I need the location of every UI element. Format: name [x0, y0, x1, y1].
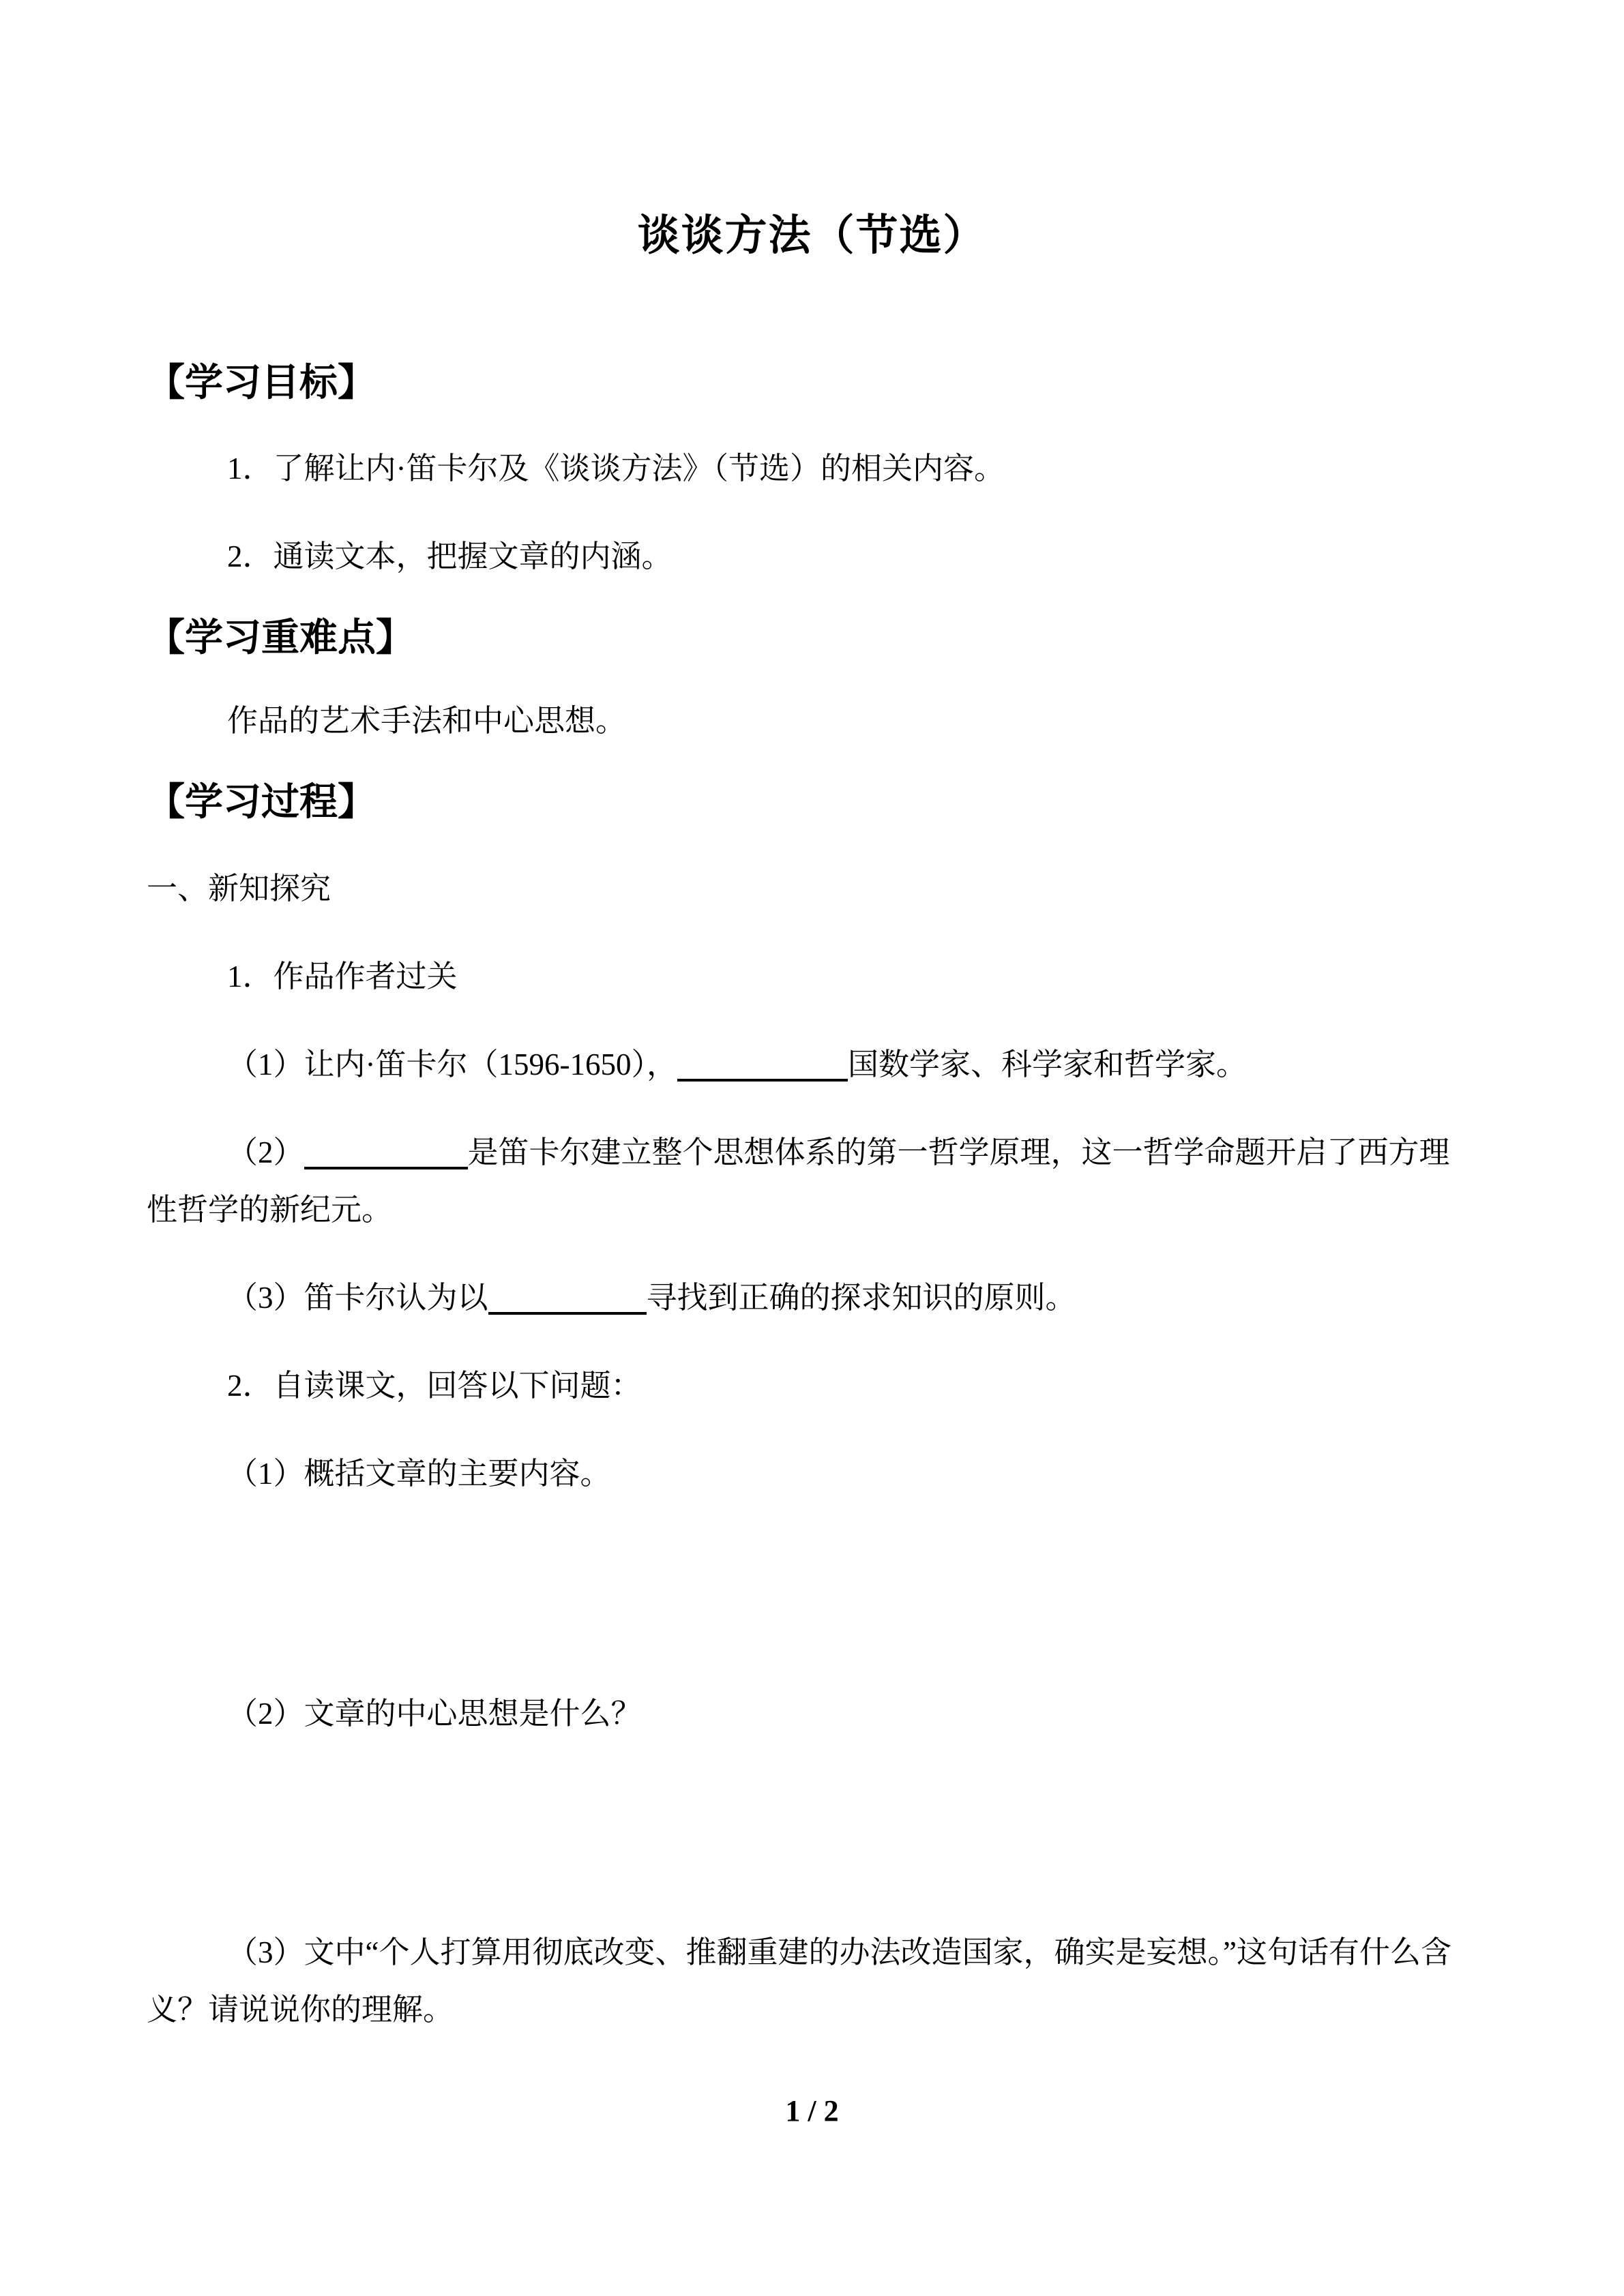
key-points-text: 作品的艺术手法和中心思想。 [227, 704, 627, 739]
open-question-3: （3）文中“个人打算用彻底改变、推翻重建的办法改造国家，确实是妄想。”这句话有什么含义？请说说你的理解。 [147, 1935, 1451, 2027]
part-one-heading: 一、新知探究 [147, 871, 331, 906]
fill-question-1 [147, 1036, 1453, 1093]
section-learning-objectives-heading: 【学习目标】 [147, 362, 376, 404]
fill-question-1-pre: （1）让内·笛卡尔（1596-1650）， [227, 1047, 677, 1082]
task2-title: 2．自读课文，回答以下问题： [227, 1369, 642, 1403]
fill-question-3-post: 寻找到正确的探求知识的原则。 [646, 1281, 1076, 1315]
fill-question-2 [147, 1124, 1453, 1238]
fill-question-3-pre: （3）笛卡尔认为以 [227, 1281, 488, 1315]
fill-question-2-post: 是笛卡尔建立整个思想体系的第一哲学原理，这一哲学命题开启了西方理性哲学的新纪元。 [147, 1135, 1450, 1227]
section-learning-process-heading: 【学习过程】 [147, 781, 376, 824]
task1-title: 1．作品作者过关 [227, 959, 458, 994]
fill-in-blank [488, 1285, 647, 1315]
fill-in-blank [677, 1052, 848, 1082]
fill-question-3 [147, 1269, 1453, 1326]
fill-question-1-post: 国数学家、科学家和哲学家。 [847, 1047, 1247, 1082]
section-key-points-heading: 【学习重难点】 [147, 617, 414, 659]
open-question-1: （1）概括文章的主要内容。 [227, 1457, 611, 1491]
objective-item: 2．通读文本，把握文章的内涵。 [227, 539, 673, 573]
objective-item: 1．了解让内·笛卡尔及《谈谈方法》（节选）的相关内容。 [227, 451, 1005, 486]
fill-question-2-pre: （2） [227, 1135, 304, 1170]
page-number: 1 / 2 [785, 2094, 839, 2128]
open-question-2: （2）文章的中心思想是什么？ [227, 1697, 642, 1731]
document-body [147, 262, 1453, 2069]
document-title: 谈谈方法（节选） [637, 213, 987, 259]
fill-in-blank [304, 1139, 468, 1169]
